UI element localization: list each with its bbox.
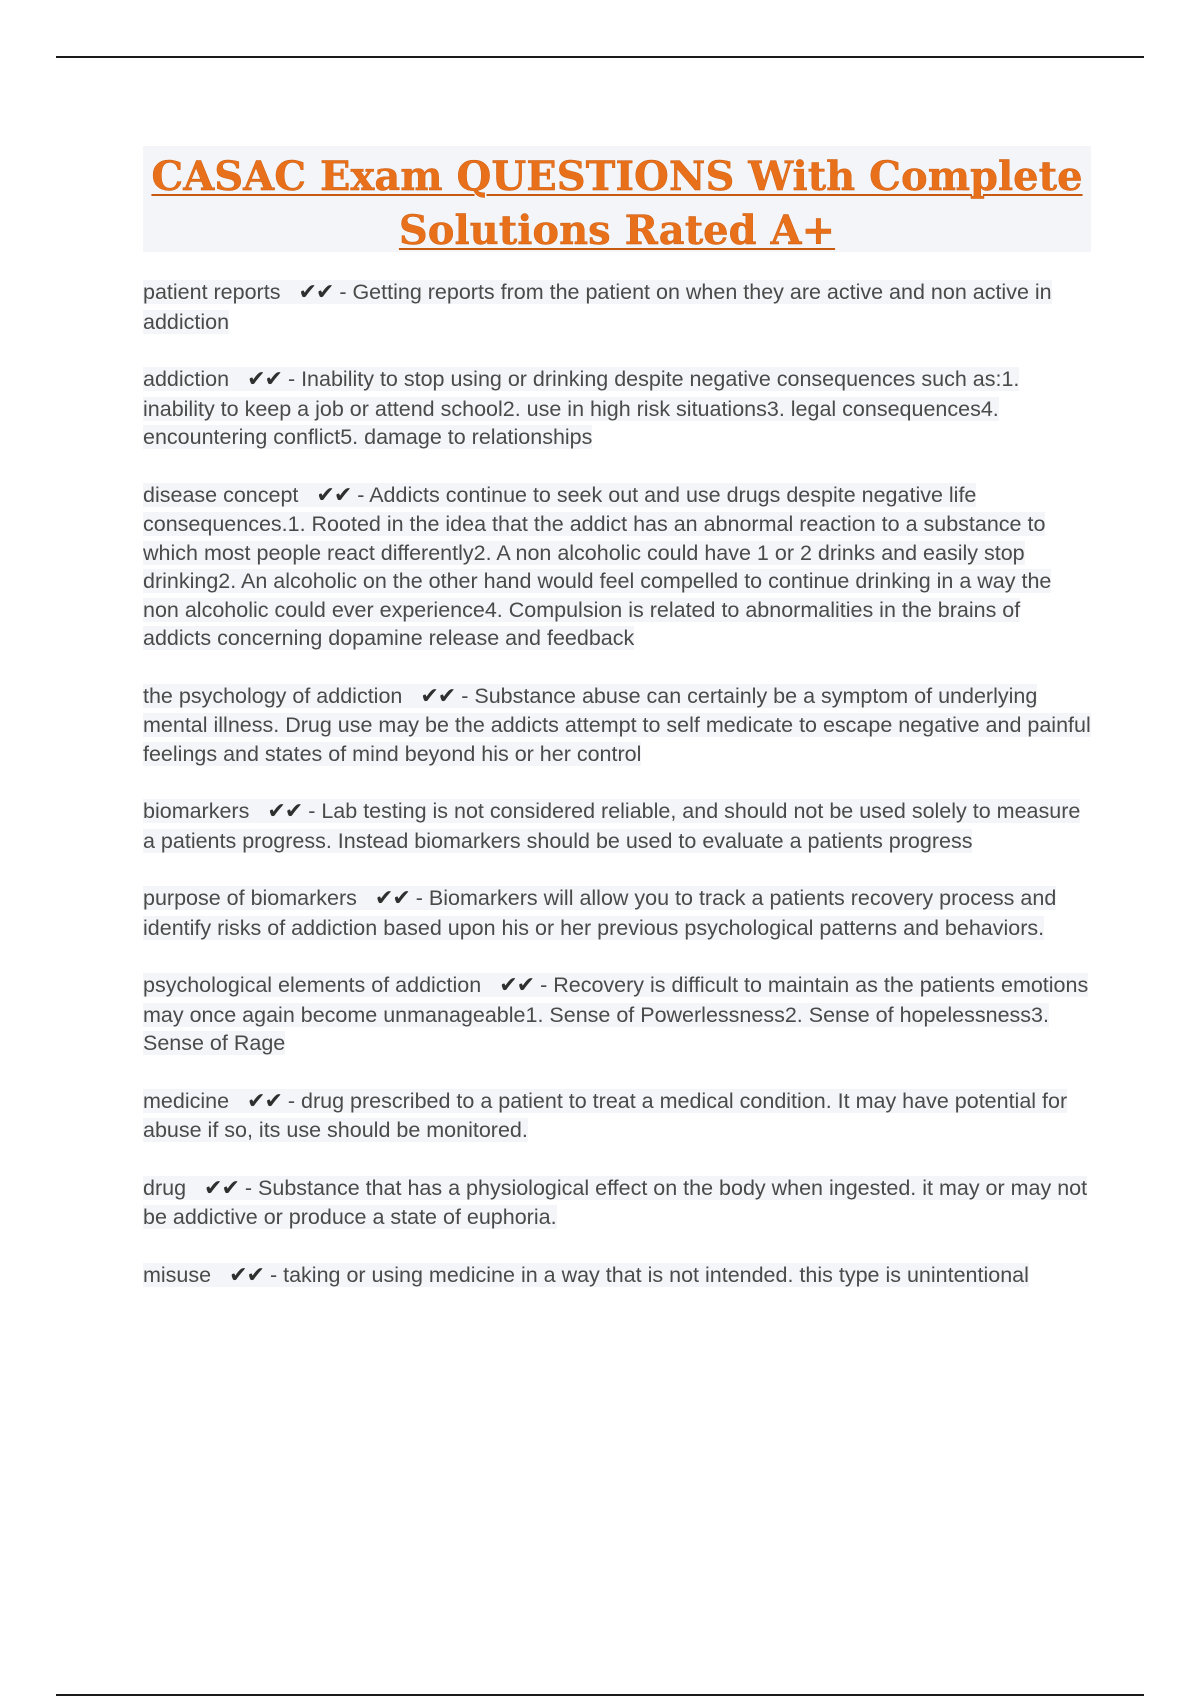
definition: - taking or using medicine in a way that is not intended. this type is unintentional <box>269 1262 1029 1287</box>
double-check-icon: ✔✔ <box>229 1262 264 1288</box>
list-item <box>143 481 1091 653</box>
list-item <box>143 884 1091 942</box>
double-check-icon: ✔✔ <box>298 280 334 305</box>
double-check-icon: ✔✔ <box>316 482 352 508</box>
top-rule <box>56 56 1144 58</box>
definition: - Recovery is difficult to maintain as the patients emotions may once again become unmanageable1. Sense of Powerlessness2. Sense of hopelessness3. Sense of Rage <box>143 973 1089 1055</box>
term: patient reports <box>143 280 281 304</box>
definition: - Substance that has a physiological effect on the body when ingested. it may or may not be addictive or produce a state of euphoria. <box>143 1175 1088 1229</box>
double-check-icon: ✔✔ <box>374 886 410 911</box>
definition: - Substance abuse can certainly be a symptom of underlying mental illness. Drug use may be the addicts attempt to self medicate to escape negative and painful feelings and states of mind beyond his or her control <box>143 683 1091 766</box>
list-item <box>143 1174 1091 1232</box>
flashcard-list <box>143 278 1091 1319</box>
bottom-rule <box>56 1694 1144 1696</box>
double-check-icon: ✔✔ <box>420 683 456 709</box>
double-check-icon: ✔✔ <box>247 367 282 392</box>
definition: - Inability to stop using or drinking despite negative consequences such as:1. inability to keep a job or attend school2. use in high risk situations3. legal consequences4. encountering conflict5. damage to relationships <box>143 367 1020 449</box>
term: misuse <box>143 1262 212 1287</box>
term: psychological elements of addiction <box>143 973 482 997</box>
list-item <box>143 971 1091 1058</box>
list-item <box>143 365 1091 452</box>
title-banner <box>143 146 1091 252</box>
definition: - Getting reports from the patient on when they are active and non active in addiction <box>143 280 1052 334</box>
list-item <box>143 1087 1091 1145</box>
double-check-icon: ✔✔ <box>204 1175 239 1201</box>
term: medicine <box>143 1088 230 1113</box>
term: purpose of biomarkers <box>143 886 357 910</box>
term: disease concept <box>143 482 299 507</box>
document-title: CASAC Exam QUESTIONS With Complete Solutions Rated A+ <box>151 153 1083 254</box>
term: addiction <box>143 367 230 391</box>
double-check-icon: ✔✔ <box>499 973 535 998</box>
definition: - drug prescribed to a patient to treat a medical condition. It may have potential for abuse if so, its use should be monitored. <box>143 1088 1068 1142</box>
definition: - Addicts continue to seek out and use drugs despite negative life consequences.1. Rooted in the idea that the addict has an abnormal reaction to a substance to which most people react differently2. A non alcoholic could have 1 or 2 drinks and easily stop drinking2. An alcoholic on the other hand would feel compelled to continue drinking in a way the non alcoholic could ever experience4. Compulsion is related to abnormalities in the brains of addicts concerning dopamine release and feedback <box>143 482 1052 650</box>
term: biomarkers <box>143 799 250 823</box>
definition: - Biomarkers will allow you to track a patients recovery process and identify risks of addiction based upon his or her previous psychological patterns and behaviors. <box>143 886 1057 940</box>
term: the psychology of addiction <box>143 683 403 708</box>
definition: - Lab testing is not considered reliable, and should not be used solely to measure a patients progress. Instead biomarkers should be used to evaluate a patients progress <box>143 799 1081 853</box>
term: drug <box>143 1175 187 1200</box>
list-item <box>143 682 1091 769</box>
list-item <box>143 278 1091 336</box>
list-item <box>143 797 1091 855</box>
double-check-icon: ✔✔ <box>267 799 303 824</box>
list-item <box>143 1261 1091 1291</box>
double-check-icon: ✔✔ <box>247 1088 282 1114</box>
